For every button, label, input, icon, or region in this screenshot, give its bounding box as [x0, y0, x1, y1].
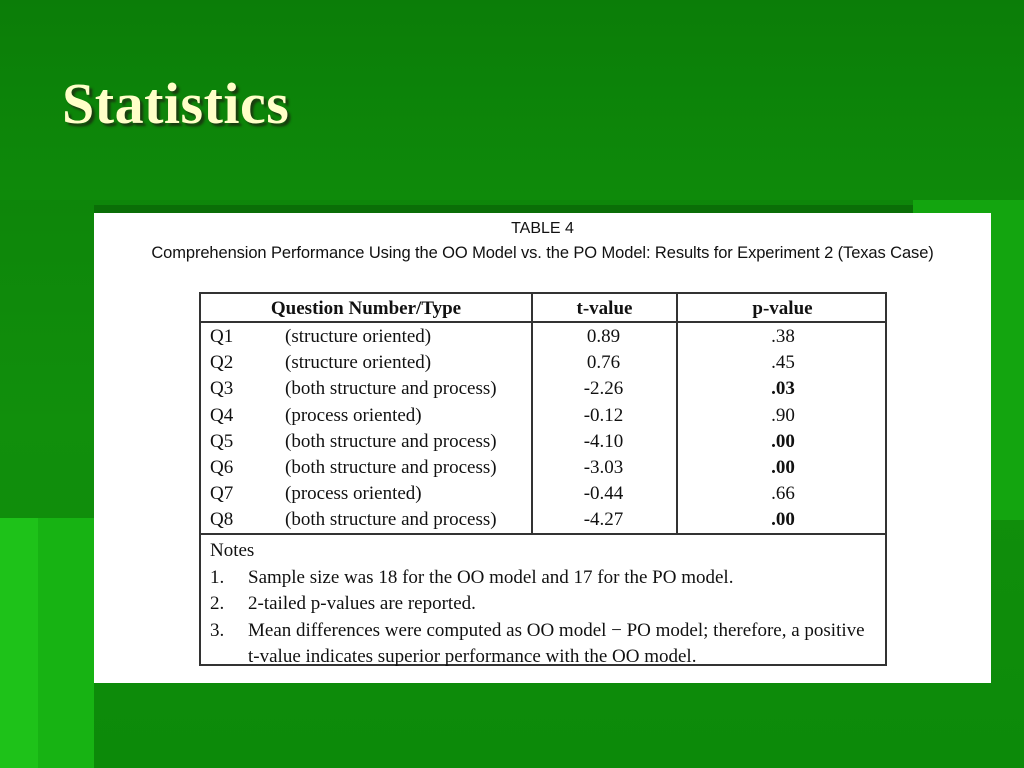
note-text: Sample size was 18 for the OO model and 17 for the PO model. — [248, 566, 734, 588]
question-type-cell: (both structure and process) — [285, 378, 497, 400]
question-number-cell: Q6 — [210, 457, 234, 478]
question-type-cell: (process oriented) — [285, 404, 422, 426]
note-number: 3. — [210, 619, 225, 641]
t-value-cell: -0.44 — [583, 483, 624, 505]
question-number-cell: Q2 — [210, 352, 234, 374]
question-type-cell: (process oriented) — [285, 483, 422, 505]
p-value-cell: .00 — [771, 509, 795, 531]
question-type-cell: (both structure and process) — [285, 509, 497, 531]
t-value-cell: -2.26 — [583, 378, 624, 400]
question-number-cell: Q5 — [210, 430, 234, 452]
header-t-value: t-value — [576, 298, 633, 319]
table-row — [201, 350, 885, 376]
background-left-strip-light — [0, 518, 38, 768]
table-row — [201, 376, 885, 402]
slide-title: Statistics — [62, 71, 290, 136]
results-table — [199, 292, 887, 666]
t-value-cell: -0.12 — [583, 404, 624, 426]
t-value-cell: -4.27 — [583, 509, 624, 531]
t-value-cell: 0.89 — [586, 326, 621, 347]
note-item — [210, 591, 870, 618]
question-number-cell: Q1 — [210, 326, 234, 347]
table-caption: Comprehension Performance Using the OO Model vs. the PO Model: Results for Experiment 2 (Texas Case) — [151, 244, 934, 262]
question-type-cell: (both structure and process) — [285, 430, 497, 452]
note-item — [210, 618, 870, 671]
p-value-cell: .90 — [771, 404, 795, 426]
header-question: Question Number/Type — [270, 298, 462, 319]
note-number: 2. — [210, 593, 225, 614]
p-value-cell: .00 — [771, 430, 795, 452]
question-number-cell: Q7 — [210, 483, 234, 505]
table-row — [201, 429, 885, 455]
p-value-cell: .45 — [771, 352, 795, 374]
note-item — [210, 565, 870, 592]
note-text: 2-tailed p-values are reported. — [248, 593, 476, 614]
question-number-cell: Q8 — [210, 509, 234, 531]
note-text: Mean differences were computed as OO model − PO model; therefore, a positive t-value indicates superior performance with the OO model. — [248, 619, 865, 667]
table-label: TABLE 4 — [511, 220, 574, 237]
table-row — [201, 403, 885, 429]
background-left-strip — [38, 518, 94, 768]
p-value-cell: .00 — [771, 457, 795, 478]
question-number-cell: Q3 — [210, 378, 234, 400]
table-row — [201, 324, 885, 350]
t-value-cell: -4.10 — [583, 430, 624, 452]
notes-heading: Notes — [210, 540, 255, 561]
table-image — [94, 213, 991, 683]
question-type-cell: (structure oriented) — [285, 326, 432, 347]
question-number-cell: Q4 — [210, 404, 234, 426]
table-row — [201, 507, 885, 533]
image-shadow-bar — [94, 205, 913, 213]
p-value-cell: .66 — [771, 483, 795, 505]
p-value-cell: .03 — [771, 378, 795, 400]
question-type-cell: (structure oriented) — [285, 352, 432, 374]
table-row — [201, 481, 885, 507]
header-p-value: p-value — [752, 298, 813, 319]
table-row — [201, 455, 885, 481]
p-value-cell: .38 — [771, 326, 795, 347]
t-value-cell: -3.03 — [583, 457, 624, 478]
t-value-cell: 0.76 — [586, 352, 621, 374]
notes-section — [210, 538, 870, 671]
note-number: 1. — [210, 566, 225, 588]
question-type-cell: (both structure and process) — [285, 457, 497, 478]
